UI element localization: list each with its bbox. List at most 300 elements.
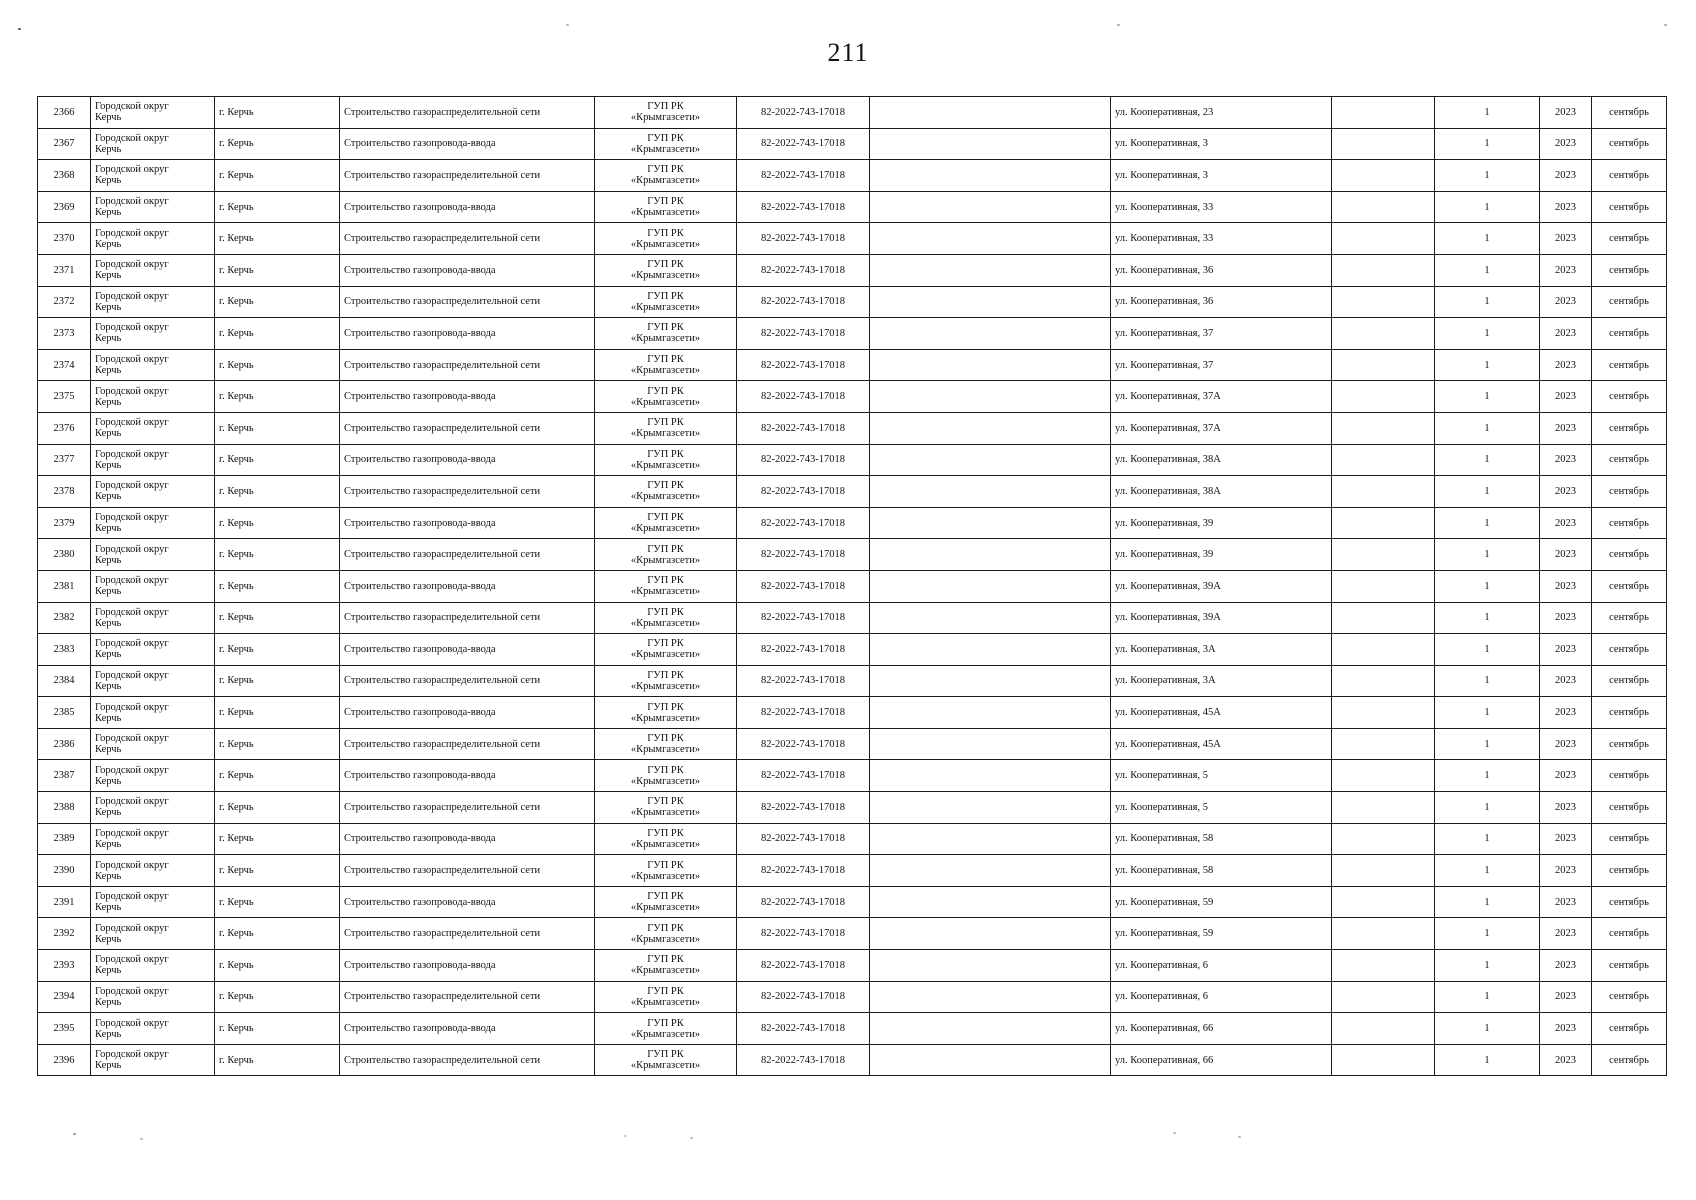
year-cell: 2023 (1540, 950, 1592, 982)
district-cell (91, 918, 215, 950)
month-cell: сентябрь (1592, 223, 1667, 255)
organization-cell (595, 1044, 737, 1076)
scan-speck (1238, 1136, 1241, 1138)
empty-cell (870, 444, 1111, 476)
district-cell-line-1: Городской округ (95, 512, 169, 524)
city-cell: г. Керчь (215, 381, 340, 413)
empty-cell (1332, 191, 1435, 223)
city-cell: г. Керчь (215, 318, 340, 350)
organization-cell (595, 918, 737, 950)
district-cell (91, 507, 215, 539)
table-row (38, 602, 1667, 634)
scan-speck (140, 1138, 143, 1140)
row-number-cell: 2377 (38, 444, 91, 476)
empty-cell (1332, 476, 1435, 508)
empty-cell (1332, 444, 1435, 476)
empty-cell (1332, 1044, 1435, 1076)
district-cell (91, 1044, 215, 1076)
district-cell-line-2: Керчь (95, 143, 122, 155)
month-cell: сентябрь (1592, 602, 1667, 634)
district-cell-line-1: Городской округ (95, 417, 169, 429)
district-cell (91, 1013, 215, 1045)
registry-code-cell: 82-2022-743-17018 (737, 855, 870, 887)
month-cell: сентябрь (1592, 254, 1667, 286)
district-cell-line-1: Городской округ (95, 354, 169, 366)
organization-cell-line-2: «Крымгазсети» (630, 459, 701, 471)
district-cell-line-2: Керчь (95, 744, 122, 756)
year-cell: 2023 (1540, 760, 1592, 792)
registry-code-cell: 82-2022-743-17018 (737, 507, 870, 539)
empty-cell (870, 223, 1111, 255)
empty-cell (870, 286, 1111, 318)
address-cell: ул. Кооперативная, 3А (1111, 634, 1332, 666)
month-cell: сентябрь (1592, 886, 1667, 918)
address-cell: ул. Кооперативная, 33 (1111, 223, 1332, 255)
organization-cell-line-2: «Крымгазсети» (630, 712, 701, 724)
work-type-cell: Строительство газопровода-ввода (340, 823, 595, 855)
district-cell-line-2: Керчь (95, 270, 122, 282)
organization-cell (595, 855, 737, 887)
organization-cell-line-2: «Крымгазсети» (630, 396, 701, 408)
city-cell: г. Керчь (215, 191, 340, 223)
row-number-cell: 2369 (38, 191, 91, 223)
city-cell: г. Керчь (215, 634, 340, 666)
organization-cell-line-2: «Крымгазсети» (630, 1028, 701, 1040)
empty-cell (870, 918, 1111, 950)
organization-cell (595, 507, 737, 539)
quantity-cell: 1 (1435, 634, 1540, 666)
district-cell-line-2: Керчь (95, 870, 122, 882)
month-cell: сентябрь (1592, 918, 1667, 950)
empty-cell (870, 128, 1111, 160)
organization-cell-line-1: ГУП РК (647, 764, 684, 776)
city-cell: г. Керчь (215, 918, 340, 950)
empty-cell (870, 318, 1111, 350)
address-cell: ул. Кооперативная, 38А (1111, 444, 1332, 476)
district-cell (91, 570, 215, 602)
year-cell: 2023 (1540, 412, 1592, 444)
address-cell: ул. Кооперативная, 6 (1111, 950, 1332, 982)
address-cell: ул. Кооперативная, 37 (1111, 318, 1332, 350)
organization-cell-line-1: ГУП РК (647, 1017, 684, 1029)
empty-cell (870, 507, 1111, 539)
empty-cell (870, 349, 1111, 381)
empty-cell (870, 412, 1111, 444)
quantity-cell: 1 (1435, 507, 1540, 539)
work-type-cell: Строительство газораспределительной сети (340, 349, 595, 381)
row-number-cell: 2386 (38, 728, 91, 760)
organization-cell-line-1: ГУП РК (647, 448, 684, 460)
table-row (38, 349, 1667, 381)
empty-cell (1332, 634, 1435, 666)
month-cell: сентябрь (1592, 349, 1667, 381)
empty-cell (1332, 507, 1435, 539)
registry-code-cell: 82-2022-743-17018 (737, 823, 870, 855)
quantity-cell: 1 (1435, 1044, 1540, 1076)
city-cell: г. Керчь (215, 981, 340, 1013)
month-cell: сентябрь (1592, 634, 1667, 666)
table-row (38, 507, 1667, 539)
quantity-cell: 1 (1435, 223, 1540, 255)
year-cell: 2023 (1540, 349, 1592, 381)
district-cell-line-1: Городской округ (95, 322, 169, 334)
organization-cell-line-2: «Крымгазсети» (630, 744, 701, 756)
district-cell-line-2: Керчь (95, 838, 122, 850)
registry-code-cell: 82-2022-743-17018 (737, 665, 870, 697)
row-number-cell: 2375 (38, 381, 91, 413)
organization-cell (595, 191, 737, 223)
month-cell: сентябрь (1592, 792, 1667, 824)
month-cell: сентябрь (1592, 697, 1667, 729)
table-row (38, 665, 1667, 697)
district-cell (91, 665, 215, 697)
address-cell: ул. Кооперативная, 37 (1111, 349, 1332, 381)
district-cell-line-1: Городской округ (95, 1017, 169, 1029)
table-row (38, 1044, 1667, 1076)
month-cell: сентябрь (1592, 476, 1667, 508)
organization-cell (595, 760, 737, 792)
city-cell: г. Керчь (215, 855, 340, 887)
month-cell: сентябрь (1592, 855, 1667, 887)
district-cell-line-2: Керчь (95, 428, 122, 440)
city-cell: г. Керчь (215, 665, 340, 697)
city-cell: г. Керчь (215, 792, 340, 824)
work-type-cell: Строительство газопровода-ввода (340, 760, 595, 792)
registry-code-cell: 82-2022-743-17018 (737, 634, 870, 666)
work-type-cell: Строительство газораспределительной сети (340, 223, 595, 255)
organization-cell-line-1: ГУП РК (647, 954, 684, 966)
empty-cell (1332, 697, 1435, 729)
scan-speck (1664, 24, 1667, 26)
organization-cell (595, 381, 737, 413)
address-cell: ул. Кооперативная, 3А (1111, 665, 1332, 697)
year-cell: 2023 (1540, 1044, 1592, 1076)
organization-cell-line-1: ГУП РК (647, 196, 684, 208)
district-cell-line-2: Керчь (95, 807, 122, 819)
row-number-cell: 2391 (38, 886, 91, 918)
year-cell: 2023 (1540, 634, 1592, 666)
year-cell: 2023 (1540, 886, 1592, 918)
district-cell (91, 160, 215, 192)
organization-cell-line-1: ГУП РК (647, 385, 684, 397)
row-number-cell: 2392 (38, 918, 91, 950)
row-number-cell: 2372 (38, 286, 91, 318)
work-type-cell: Строительство газораспределительной сети (340, 602, 595, 634)
empty-cell (1332, 318, 1435, 350)
table-row (38, 697, 1667, 729)
empty-cell (870, 1044, 1111, 1076)
row-number-cell: 2373 (38, 318, 91, 350)
registry-code-cell: 82-2022-743-17018 (737, 792, 870, 824)
month-cell: сентябрь (1592, 1013, 1667, 1045)
quantity-cell: 1 (1435, 981, 1540, 1013)
work-type-cell: Строительство газораспределительной сети (340, 412, 595, 444)
organization-cell-line-2: «Крымгазсети» (630, 996, 701, 1008)
registry-code-cell: 82-2022-743-17018 (737, 349, 870, 381)
organization-cell (595, 697, 737, 729)
quantity-cell: 1 (1435, 476, 1540, 508)
year-cell: 2023 (1540, 981, 1592, 1013)
district-cell-line-1: Городской округ (95, 196, 169, 208)
year-cell: 2023 (1540, 507, 1592, 539)
registry-code-cell: 82-2022-743-17018 (737, 286, 870, 318)
table-row (38, 286, 1667, 318)
city-cell: г. Керчь (215, 823, 340, 855)
district-cell-line-2: Керчь (95, 965, 122, 977)
year-cell: 2023 (1540, 697, 1592, 729)
city-cell: г. Керчь (215, 97, 340, 129)
organization-cell-line-2: «Крымгазсети» (630, 428, 701, 440)
quantity-cell: 1 (1435, 886, 1540, 918)
empty-cell (870, 97, 1111, 129)
organization-cell (595, 444, 737, 476)
work-type-cell: Строительство газораспределительной сети (340, 792, 595, 824)
address-cell: ул. Кооперативная, 58 (1111, 855, 1332, 887)
organization-cell (595, 950, 737, 982)
row-number-cell: 2374 (38, 349, 91, 381)
registry-sheet (37, 96, 1666, 1076)
empty-cell (1332, 981, 1435, 1013)
quantity-cell: 1 (1435, 697, 1540, 729)
work-type-cell: Строительство газораспределительной сети (340, 918, 595, 950)
city-cell: г. Керчь (215, 728, 340, 760)
empty-cell (870, 981, 1111, 1013)
quantity-cell: 1 (1435, 1013, 1540, 1045)
table-row (38, 381, 1667, 413)
empty-cell (1332, 792, 1435, 824)
district-cell-line-1: Городской округ (95, 764, 169, 776)
district-cell-line-1: Городской округ (95, 701, 169, 713)
district-cell (91, 476, 215, 508)
organization-cell-line-1: ГУП РК (647, 796, 684, 808)
city-cell: г. Керчь (215, 412, 340, 444)
month-cell: сентябрь (1592, 412, 1667, 444)
district-cell (91, 444, 215, 476)
month-cell: сентябрь (1592, 728, 1667, 760)
district-cell (91, 318, 215, 350)
empty-cell (870, 1013, 1111, 1045)
year-cell: 2023 (1540, 570, 1592, 602)
address-cell: ул. Кооперативная, 39А (1111, 570, 1332, 602)
organization-cell (595, 886, 737, 918)
organization-cell-line-2: «Крымгазсети» (630, 680, 701, 692)
work-type-cell: Строительство газораспределительной сети (340, 665, 595, 697)
empty-cell (1332, 539, 1435, 571)
table-row (38, 97, 1667, 129)
registry-code-cell: 82-2022-743-17018 (737, 97, 870, 129)
empty-cell (1332, 886, 1435, 918)
quantity-cell: 1 (1435, 602, 1540, 634)
empty-cell (870, 476, 1111, 508)
organization-cell-line-1: ГУП РК (647, 1049, 684, 1061)
year-cell: 2023 (1540, 855, 1592, 887)
work-type-cell: Строительство газопровода-ввода (340, 886, 595, 918)
table-row (38, 223, 1667, 255)
organization-cell-line-2: «Крымгазсети» (630, 491, 701, 503)
organization-cell-line-1: ГУП РК (647, 322, 684, 334)
organization-cell-line-1: ГУП РК (647, 417, 684, 429)
district-cell-line-2: Керчь (95, 933, 122, 945)
address-cell: ул. Кооперативная, 39 (1111, 507, 1332, 539)
month-cell: сентябрь (1592, 97, 1667, 129)
quantity-cell: 1 (1435, 191, 1540, 223)
organization-cell-line-2: «Крымгазсети» (630, 175, 701, 187)
district-cell-line-2: Керчь (95, 617, 122, 629)
district-cell (91, 286, 215, 318)
year-cell: 2023 (1540, 602, 1592, 634)
table-row (38, 728, 1667, 760)
address-cell: ул. Кооперативная, 59 (1111, 918, 1332, 950)
empty-cell (870, 792, 1111, 824)
address-cell: ул. Кооперативная, 37А (1111, 381, 1332, 413)
scan-speck (18, 28, 21, 30)
empty-cell (870, 381, 1111, 413)
district-cell (91, 128, 215, 160)
table-row (38, 1013, 1667, 1045)
empty-cell (1332, 665, 1435, 697)
table-row (38, 191, 1667, 223)
district-cell (91, 950, 215, 982)
row-number-cell: 2381 (38, 570, 91, 602)
organization-cell-line-1: ГУП РК (647, 891, 684, 903)
address-cell: ул. Кооперативная, 36 (1111, 286, 1332, 318)
empty-cell (870, 823, 1111, 855)
quantity-cell: 1 (1435, 760, 1540, 792)
organization-cell (595, 823, 737, 855)
organization-cell-line-1: ГУП РК (647, 859, 684, 871)
table-row (38, 950, 1667, 982)
registry-code-cell: 82-2022-743-17018 (737, 570, 870, 602)
district-cell-line-1: Городской округ (95, 954, 169, 966)
registry-code-cell: 82-2022-743-17018 (737, 128, 870, 160)
district-cell (91, 981, 215, 1013)
year-cell: 2023 (1540, 792, 1592, 824)
district-cell-line-1: Городской округ (95, 290, 169, 302)
empty-cell (1332, 97, 1435, 129)
district-cell-line-2: Керчь (95, 238, 122, 250)
organization-cell (595, 570, 737, 602)
district-cell-line-1: Городской округ (95, 132, 169, 144)
city-cell: г. Керчь (215, 444, 340, 476)
table-row (38, 792, 1667, 824)
empty-cell (1332, 254, 1435, 286)
address-cell: ул. Кооперативная, 45А (1111, 728, 1332, 760)
registry-code-cell: 82-2022-743-17018 (737, 412, 870, 444)
organization-cell (595, 792, 737, 824)
district-cell-line-1: Городской округ (95, 922, 169, 934)
empty-cell (870, 665, 1111, 697)
scan-speck (566, 24, 569, 26)
empty-cell (870, 697, 1111, 729)
organization-cell (595, 349, 737, 381)
district-cell-line-1: Городской округ (95, 827, 169, 839)
month-cell: сентябрь (1592, 1044, 1667, 1076)
city-cell: г. Керчь (215, 539, 340, 571)
registry-code-cell: 82-2022-743-17018 (737, 444, 870, 476)
year-cell: 2023 (1540, 223, 1592, 255)
empty-cell (1332, 855, 1435, 887)
table-row (38, 634, 1667, 666)
registry-code-cell: 82-2022-743-17018 (737, 254, 870, 286)
empty-cell (1332, 286, 1435, 318)
month-cell: сентябрь (1592, 760, 1667, 792)
organization-cell-line-1: ГУП РК (647, 733, 684, 745)
registry-code-cell: 82-2022-743-17018 (737, 476, 870, 508)
city-cell: г. Керчь (215, 1013, 340, 1045)
work-type-cell: Строительство газопровода-ввода (340, 444, 595, 476)
table-row (38, 318, 1667, 350)
table-row (38, 886, 1667, 918)
work-type-cell: Строительство газопровода-ввода (340, 254, 595, 286)
registry-code-cell: 82-2022-743-17018 (737, 1044, 870, 1076)
registry-code-cell: 82-2022-743-17018 (737, 318, 870, 350)
district-cell (91, 539, 215, 571)
organization-cell (595, 476, 737, 508)
row-number-cell: 2393 (38, 950, 91, 982)
empty-cell (1332, 918, 1435, 950)
organization-cell-line-2: «Крымгазсети» (630, 333, 701, 345)
year-cell: 2023 (1540, 476, 1592, 508)
organization-cell-line-2: «Крымгазсети» (630, 902, 701, 914)
scan-speck (1117, 24, 1120, 26)
organization-cell-line-2: «Крымгазсети» (630, 586, 701, 598)
district-cell-line-2: Керчь (95, 712, 122, 724)
organization-cell (595, 286, 737, 318)
empty-cell (1332, 412, 1435, 444)
quantity-cell: 1 (1435, 855, 1540, 887)
empty-cell (1332, 1013, 1435, 1045)
organization-cell-line-1: ГУП РК (647, 543, 684, 555)
empty-cell (1332, 128, 1435, 160)
empty-cell (870, 602, 1111, 634)
year-cell: 2023 (1540, 191, 1592, 223)
empty-cell (1332, 349, 1435, 381)
quantity-cell: 1 (1435, 823, 1540, 855)
table-row (38, 823, 1667, 855)
address-cell: ул. Кооперативная, 5 (1111, 760, 1332, 792)
row-number-cell: 2395 (38, 1013, 91, 1045)
year-cell: 2023 (1540, 128, 1592, 160)
district-cell-line-1: Городской округ (95, 733, 169, 745)
address-cell: ул. Кооперативная, 38А (1111, 476, 1332, 508)
quantity-cell: 1 (1435, 349, 1540, 381)
address-cell: ул. Кооперативная, 59 (1111, 886, 1332, 918)
district-cell (91, 223, 215, 255)
organization-cell (595, 981, 737, 1013)
organization-cell-line-1: ГУП РК (647, 922, 684, 934)
scan-speck (624, 1135, 627, 1137)
work-type-cell: Строительство газораспределительной сети (340, 1044, 595, 1076)
district-cell-line-2: Керчь (95, 207, 122, 219)
registry-code-cell: 82-2022-743-17018 (737, 602, 870, 634)
city-cell: г. Керчь (215, 160, 340, 192)
empty-cell (1332, 823, 1435, 855)
district-cell-line-1: Городской округ (95, 985, 169, 997)
table-row (38, 444, 1667, 476)
district-cell-line-2: Керчь (95, 396, 122, 408)
year-cell: 2023 (1540, 318, 1592, 350)
registry-code-cell: 82-2022-743-17018 (737, 760, 870, 792)
row-number-cell: 2388 (38, 792, 91, 824)
organization-cell (595, 254, 737, 286)
row-number-cell: 2368 (38, 160, 91, 192)
address-cell: ул. Кооперативная, 36 (1111, 254, 1332, 286)
city-cell: г. Керчь (215, 254, 340, 286)
registry-code-cell: 82-2022-743-17018 (737, 918, 870, 950)
quantity-cell: 1 (1435, 254, 1540, 286)
quantity-cell: 1 (1435, 318, 1540, 350)
organization-cell-line-2: «Крымгазсети» (630, 870, 701, 882)
